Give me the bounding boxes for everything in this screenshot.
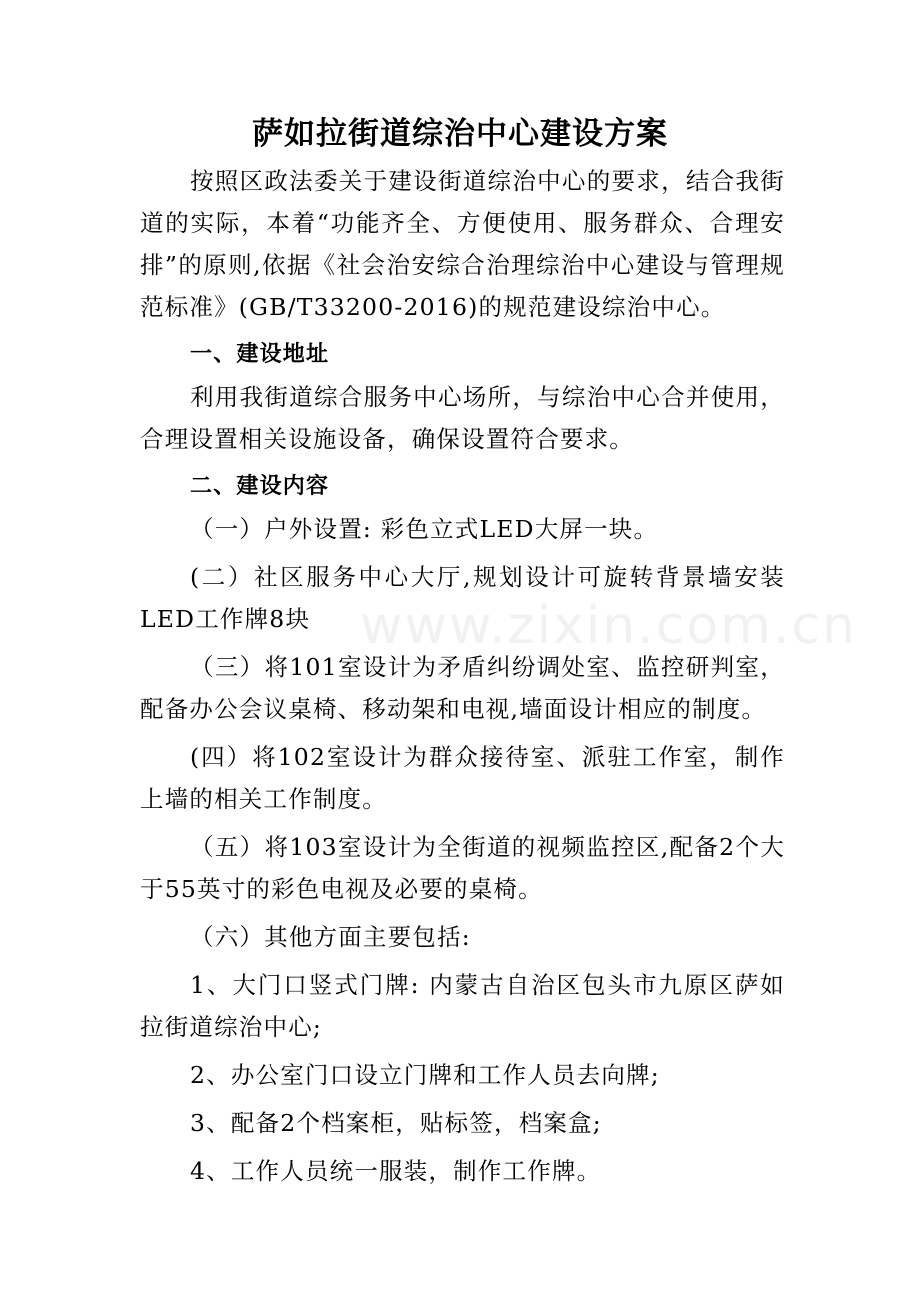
content-subitem: 3、配备2个档案柜，贴标签，档案盒; [190,1109,602,1137]
content-subitem: 2、办公室门口设立门牌和工作人员去向牌; [190,1061,660,1089]
content-subitem: 1、大门口竖式门牌: 内蒙古自治区包头市九原区萨如拉街道综治中心; [140,971,785,1041]
content-subitem: 4、工作人员统一服装，制作工作牌。 [190,1157,602,1185]
address-paragraph: 利用我街道综合服务中心场所，与综治中心合并使用，合理设置相关设施设备，确保设置符合要求。 [140,383,785,453]
document-body [140,160,785,1192]
content-item: （六）其他方面主要包括: [190,923,471,951]
content-item: （五）将103室设计为全街道的视频监控区,配备2个大于55英寸的彩色电视及必要的桌椅。 [140,833,785,903]
content-item: （三）将101室设计为矛盾纠纷调处室、监控研判室，配备办公会议桌椅、移动架和电视,墙面设计相应的制度。 [140,653,785,723]
section-heading-address: 一、建设地址 [190,342,330,367]
watermark: www.zixin.com.cn [360,596,857,656]
content-item: (四）将102室设计为群众接待室、派驻工作室，制作上墙的相关工作制度。 [140,743,785,813]
document-title: 萨如拉街道综治中心建设方案 [252,116,668,152]
content-item: (二）社区服务中心大厅,规划设计可旋转背景墙安装LED工作牌8块 [140,563,785,633]
content-item: （一）户外设置: 彩色立式LED大屏一块。 [190,515,659,543]
section-heading-content: 二、建设内容 [190,474,330,499]
intro-paragraph: 按照区政法委关于建设街道综治中心的要求，结合我街道的实际，本着“功能齐全、方便使用、服务群众、合理安排”的原则,依据《社会治安综合治理综治中心建设与管理规范标准》(GB/T33200-2016)的规范建设综治中心。 [140,167,785,321]
